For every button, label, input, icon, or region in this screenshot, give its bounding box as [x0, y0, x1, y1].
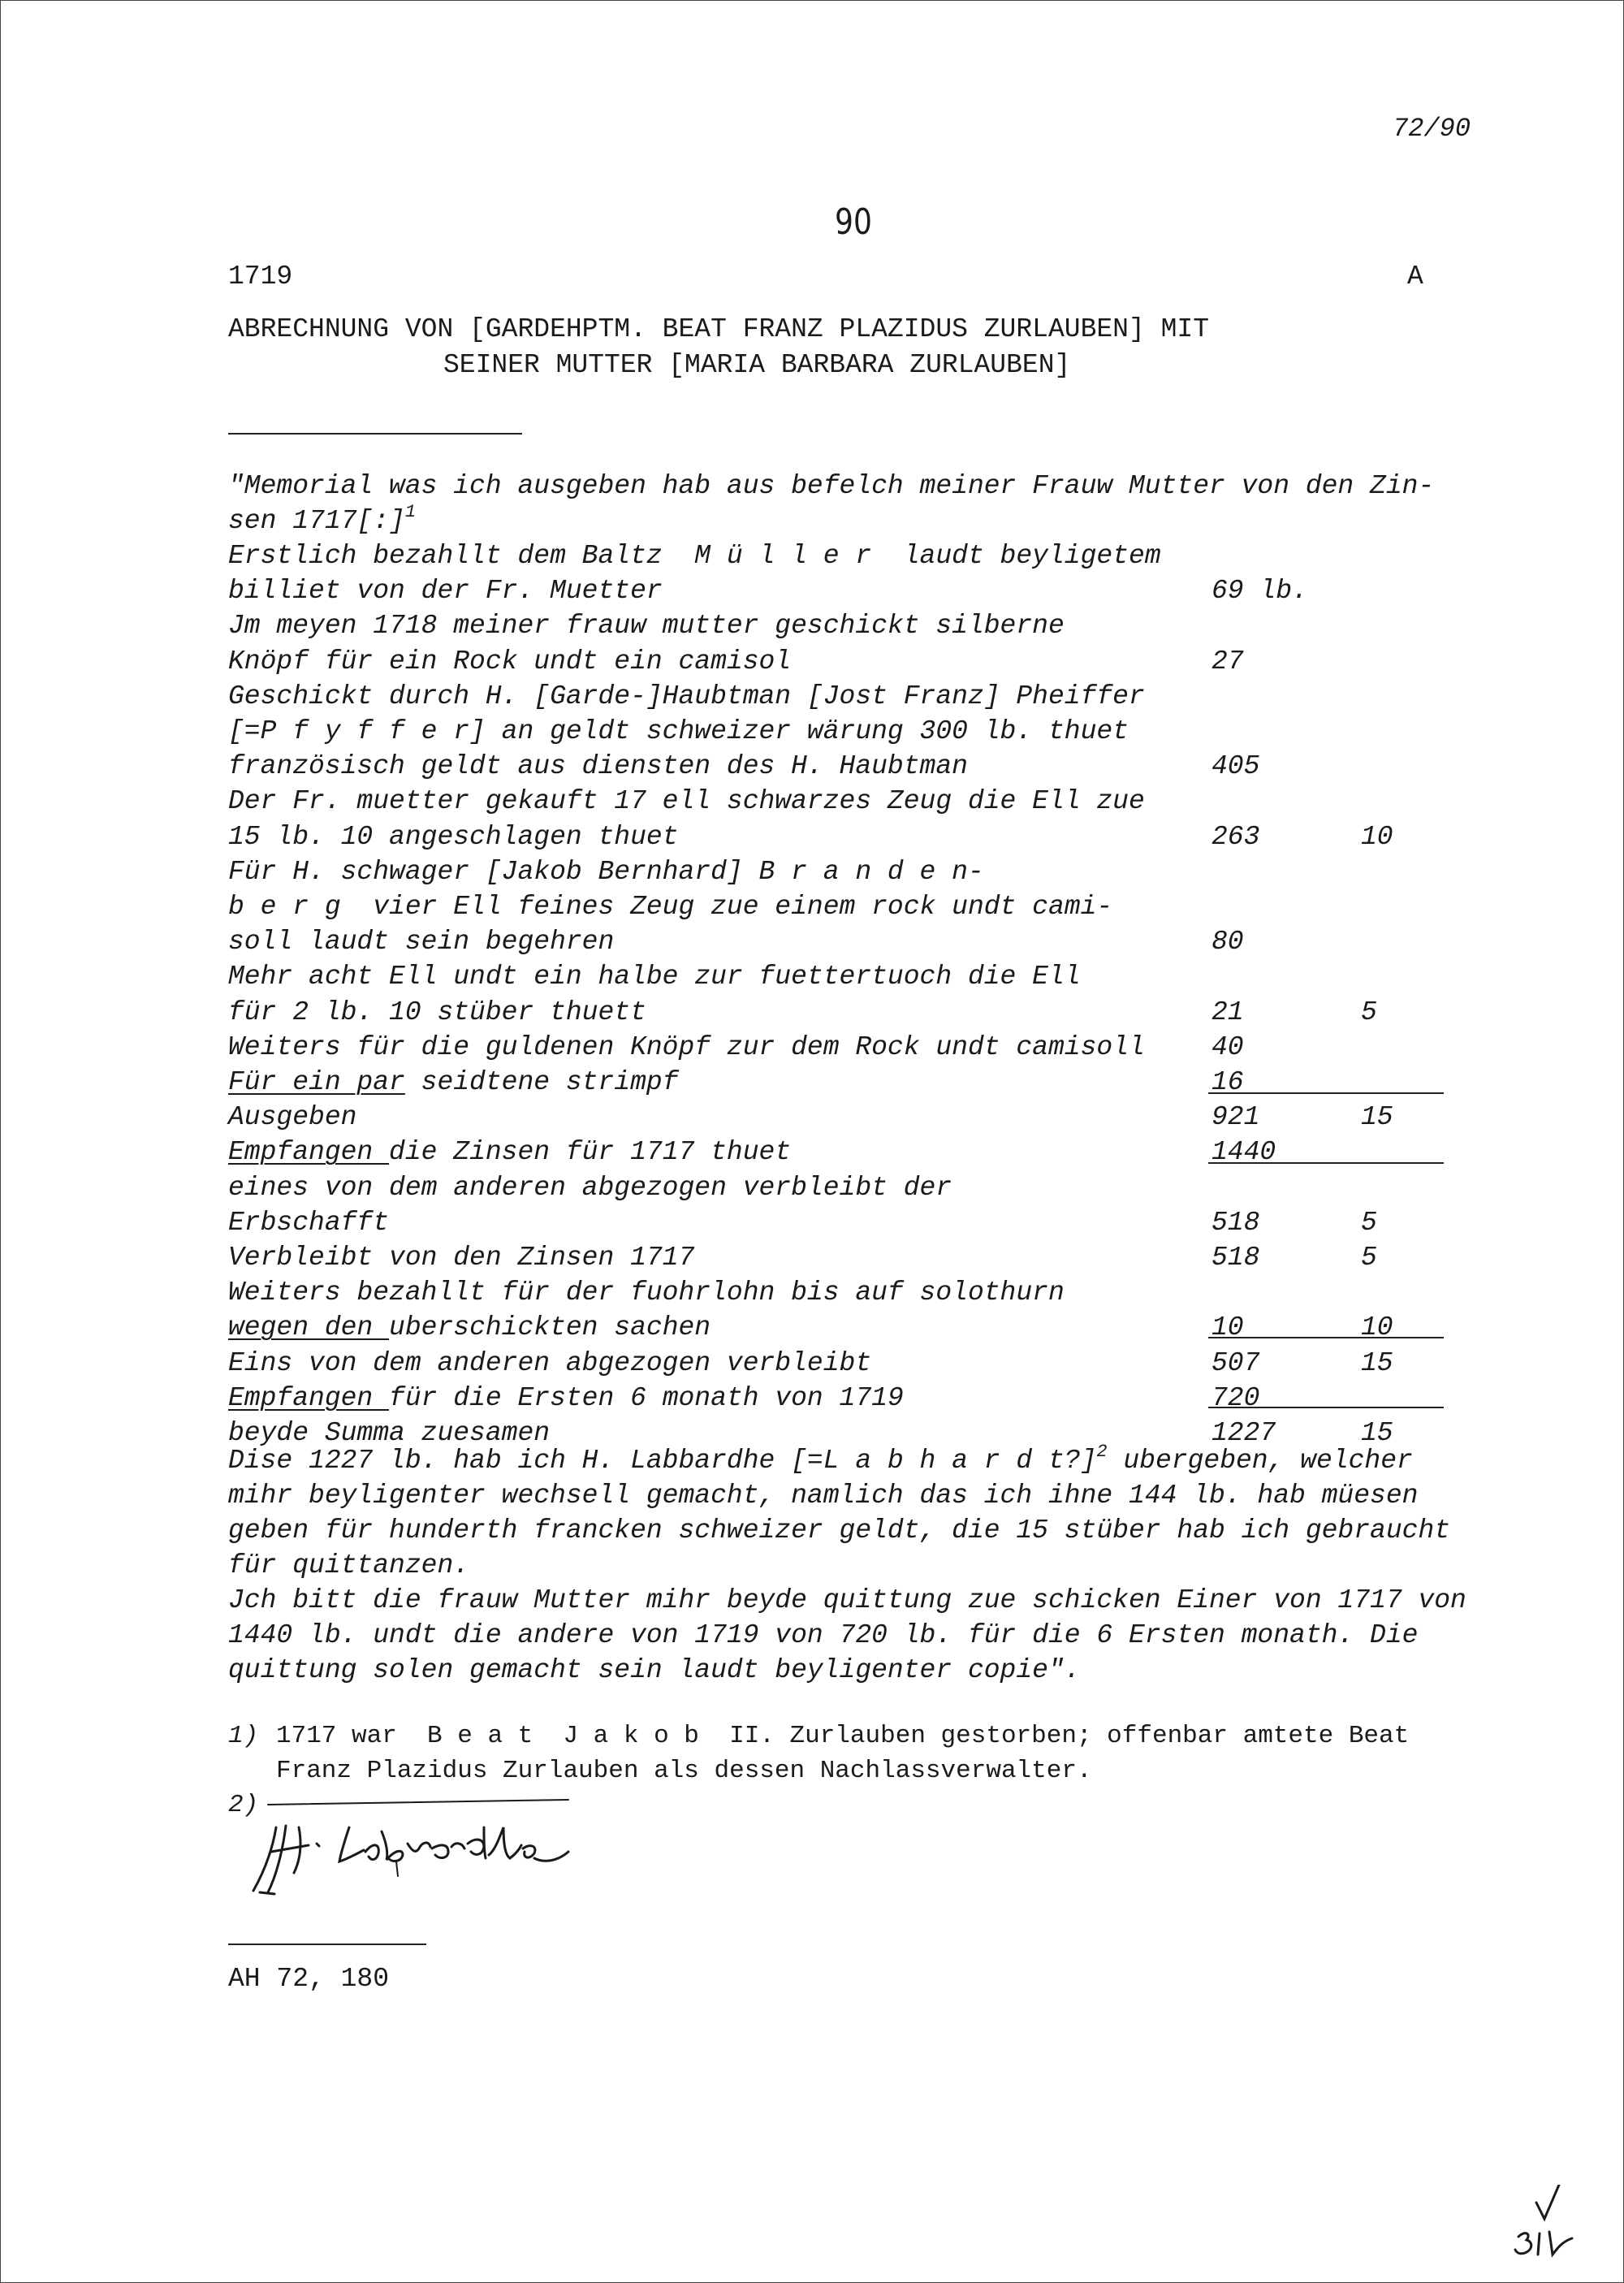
ledger-row-text — [228, 1312, 710, 1343]
ledger-row-text: beyde Summa zuesamen — [228, 1418, 551, 1448]
ledger-row-underlined: Für ein par — [228, 1067, 405, 1097]
memorial-intro-line-2: sen 1717[:] — [228, 506, 405, 536]
ledger-row-amount: 1227 — [1212, 1418, 1276, 1448]
footnote-1-line-1: 1717 war B e a t J a k o b II. Zurlauben gestorben; offenbar amtete Beat — [276, 1722, 1410, 1750]
ledger-row-text: Für H. schwager [Jakob Bernhard] B r a n d e n- — [228, 856, 984, 887]
ledger-row-subunit: 15 — [1361, 1102, 1393, 1133]
ledger-row-text: Weiters für die guldenen Knöpf zur dem Rock undt camisoll — [228, 1031, 1145, 1062]
ledger-row-amount: 21 — [1212, 997, 1244, 1027]
ledger-row-text: Der Fr. muetter gekauft 17 ell schwarzes Zeug die Ell zue — [228, 786, 1145, 817]
memorial-intro-line-1: "Memorial was ich ausgeben hab aus befelch meiner Frauw Mutter von den Zin- — [228, 471, 1435, 501]
source-separator — [228, 1944, 426, 1945]
footnote-ref-2: 2 — [1096, 1442, 1108, 1462]
page-number: 90 — [835, 201, 872, 243]
ledger-row-text: französisch geldt aus diensten des H. Haubtman — [228, 751, 968, 782]
ledger-row-text: Eins von dem anderen abgezogen verbleibt — [228, 1347, 872, 1378]
closing-line-2: mihr beyligenter wechsell gemacht, namlich das ich ihne 144 lb. hab müesen — [228, 1481, 1419, 1511]
closing-line-3: geben für hunderth francken schweizer geldt, die 15 stüber hab ich gebraucht — [228, 1516, 1451, 1546]
ledger-row-text: Ausgeben — [228, 1102, 357, 1133]
sum-rule-1 — [1208, 1092, 1444, 1094]
title-line-2: SEINER MUTTER [MARIA BARBARA ZURLAUBEN] — [443, 350, 1071, 380]
ledger-row-amount: 921 — [1212, 1102, 1260, 1133]
ledger-row-amount: 518 — [1212, 1207, 1260, 1238]
sum-rule-2 — [1208, 1162, 1444, 1164]
ledger-row-rest: die Zinsen für 1717 thuet — [389, 1137, 792, 1168]
ledger-row-text: Verbleibt von den Zinsen 1717 — [228, 1243, 695, 1273]
ledger-row-text — [228, 1137, 791, 1167]
footnote-2-marker: 2) — [228, 1791, 259, 1819]
ledger-row-text: eines von dem anderen abgezogen verbleibt der — [228, 1172, 952, 1203]
ledger-row-text: Erstlich bezahllt dem Baltz M ü l l e r laudt beyligetem — [228, 541, 1161, 571]
closing-line-7: quittung solen gemacht sein laudt beyligenter copie". — [228, 1655, 1081, 1685]
ledger-row-text: Weiters bezahllt für der fuohrlohn bis auf solothurn — [228, 1278, 1065, 1308]
ledger-row-rest: für die Ersten 6 monath von 1719 — [389, 1382, 904, 1413]
ledger-row-text: 15 lb. 10 angeschlagen thuet — [228, 821, 679, 852]
ledger-row-underlined: wegen den — [228, 1312, 390, 1343]
ledger-row-subunit: 5 — [1361, 997, 1377, 1027]
handwritten-checkmark-image — [1502, 2185, 1592, 2274]
ledger-row-text: Jm meyen 1718 meiner frauw mutter geschickt silberne — [228, 611, 1065, 642]
title-line-1: ABRECHNUNG VON [GARDEHPTM. BEAT FRANZ PLAZIDUS ZURLAUBEN] MIT — [228, 314, 1209, 344]
ledger-row-text: billiet von der Fr. Muetter — [228, 576, 663, 607]
ledger-row-amount: 263 — [1212, 821, 1260, 852]
ledger-row-amount: 69 lb. — [1212, 576, 1308, 607]
closing-line-1b: ubergeben, welcher — [1107, 1446, 1413, 1476]
ledger-row-amount: 405 — [1212, 751, 1260, 782]
ledger-row-amount: 518 — [1212, 1243, 1260, 1273]
ledger-row-text: Erbschafft — [228, 1207, 390, 1238]
labbardhe-signature-image — [235, 1795, 609, 1900]
ledger-row-text: Geschickt durch H. [Garde-]Haubtman [Jost Franz] Pheiffer — [228, 681, 1145, 711]
ledger-row-amount: 720 — [1212, 1382, 1260, 1413]
ledger-row-rest: uberschickten sachen — [389, 1312, 711, 1343]
sum-rule-3 — [1208, 1337, 1444, 1338]
document-letter: A — [1407, 262, 1423, 292]
ledger-row-amount: 27 — [1212, 646, 1244, 677]
footnote-1-line-2: Franz Plazidus Zurlauben als dessen Nachlassverwalter. — [276, 1757, 1092, 1785]
ledger-row-subunit: 5 — [1361, 1243, 1377, 1273]
ledger-row-underlined: Empfangen — [228, 1137, 390, 1168]
ledger-row-amount: 16 — [1212, 1067, 1244, 1097]
ledger-row-subunit: 15 — [1361, 1347, 1393, 1378]
ledger-row-amount: 40 — [1212, 1031, 1244, 1062]
ledger-row-amount: 1440 — [1212, 1137, 1276, 1168]
header-separator — [228, 433, 522, 435]
footnote-1-marker: 1) — [228, 1722, 259, 1750]
ledger-row-text — [228, 1067, 679, 1097]
ledger-row-text — [228, 1383, 904, 1413]
ledger-row-text: soll laudt sein begehren — [228, 927, 615, 958]
ledger-row-text: Knöpf für ein Rock undt ein camisol — [228, 646, 792, 677]
closing-line-4: für quittanzen. — [228, 1550, 470, 1580]
closing-line-1a: Dise 1227 lb. hab ich H. Labbardhe [=L a b h a r d t?] — [228, 1446, 1097, 1476]
footnote-ref-1: 1 — [404, 502, 417, 522]
ledger-row-amount: 80 — [1212, 927, 1244, 958]
archive-reference: 72/90 — [1393, 114, 1471, 144]
ledger-row-text: b e r g vier Ell feines Zeug zue einem rock undt cami- — [228, 892, 1113, 922]
ledger-row-subunit: 10 — [1361, 821, 1393, 852]
ledger-row-rest: seidtene strimpf — [404, 1067, 679, 1097]
ledger-row-amount: 10 — [1212, 1312, 1244, 1343]
ledger-row-subunit: 15 — [1361, 1418, 1393, 1448]
ledger-row-text: [=P f y f f e r] an geldt schweizer wärung 300 lb. thuet — [228, 716, 1129, 746]
ledger-row-text: für 2 lb. 10 stüber thuett — [228, 997, 646, 1027]
closing-line-5: Jch bitt die frauw Mutter mihr beyde quittung zue schicken Einer von 1717 von — [228, 1585, 1466, 1615]
ledger-row-underlined: Empfangen — [228, 1382, 390, 1413]
ledger-row-text: Mehr acht Ell undt ein halbe zur fuettertuoch die Ell — [228, 962, 1081, 992]
sum-rule-4 — [1208, 1407, 1444, 1408]
closing-line-6: 1440 lb. undt die andere von 1719 von 720 lb. für die 6 Ersten monath. Die — [228, 1620, 1419, 1650]
document-year: 1719 — [228, 262, 293, 292]
ledger-row-subunit: 10 — [1361, 1312, 1393, 1343]
ledger-row-amount: 507 — [1212, 1347, 1260, 1378]
ledger-row-subunit: 5 — [1361, 1207, 1377, 1238]
source-reference: AH 72, 180 — [228, 1964, 390, 1994]
